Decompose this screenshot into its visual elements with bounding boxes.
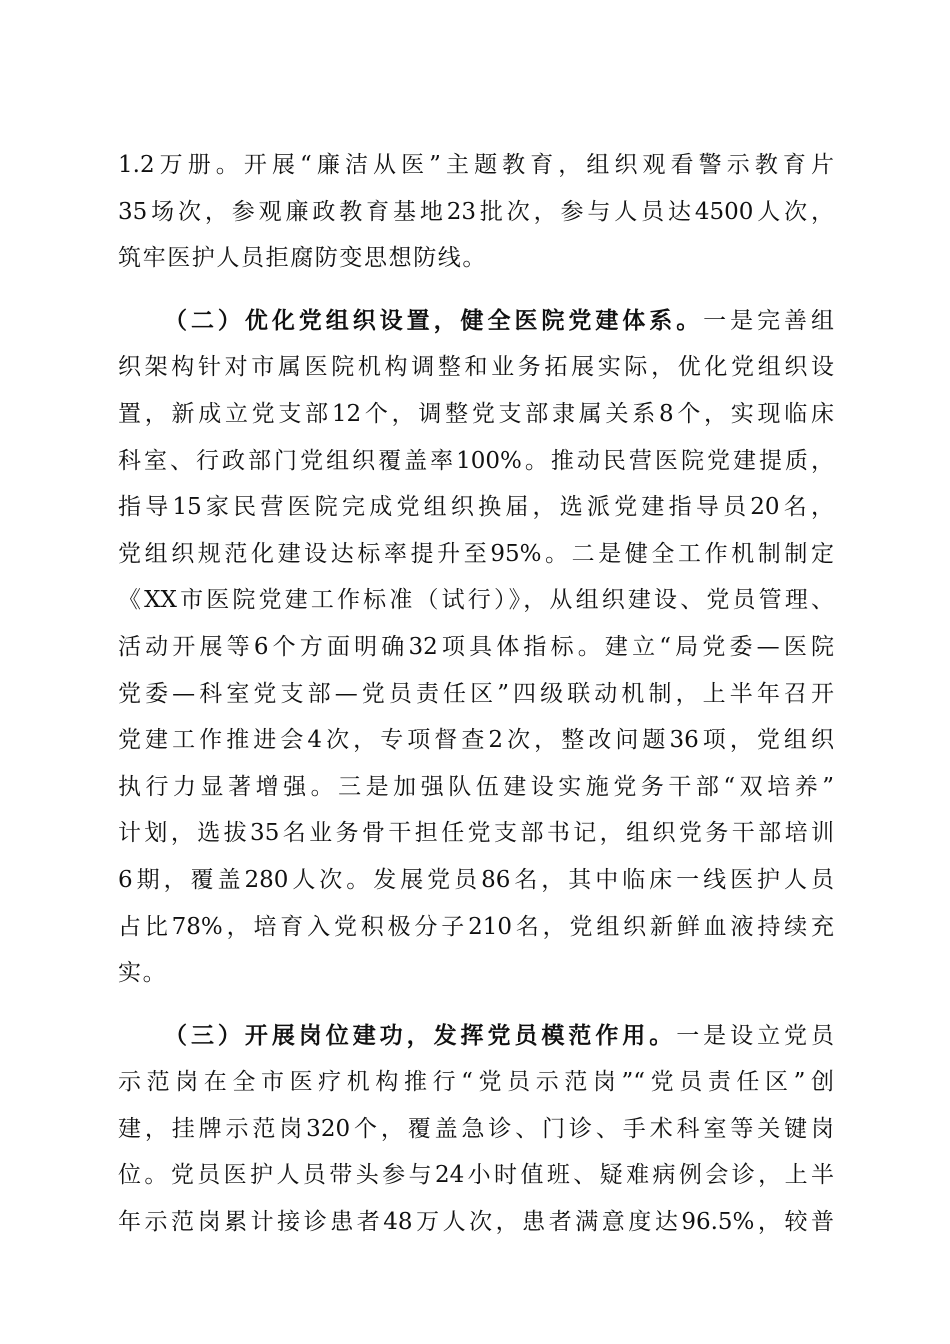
- section-heading: （三）开展岗位建功，发挥党员模范作用。: [164, 1021, 677, 1049]
- text-line: 实。: [118, 960, 168, 987]
- paragraph-1: [118, 142, 834, 282]
- text-line: 党建工作推进会4次，专项督查2次，整改问题36项，党组织: [118, 727, 834, 754]
- text-line: [118, 298, 834, 345]
- text-line: 置，新成立党支部12个，调整党支部隶属关系8个，实现临床: [118, 400, 834, 427]
- text-line: 党组织规范化建设达标率提升至95%。二是健全工作机制制定: [118, 540, 834, 567]
- text-run: 一是完善组: [703, 307, 835, 334]
- text-run: 一是设立党员: [676, 1022, 835, 1049]
- text-line: 位。党员医护人员带头参与24小时值班、疑难病例会诊，上半: [118, 1162, 834, 1189]
- paragraph-3: [118, 1013, 834, 1246]
- text-line: 指导15家民营医院完成党组织换届，选派党建指导员20名，: [118, 494, 834, 521]
- paragraph-gap: [118, 997, 834, 1013]
- text-line: 占比78%，培育入党积极分子210名，党组织新鲜血液持续充: [118, 913, 834, 940]
- text-line: 示范岗在全市医疗机构推行“党员示范岗”“党员责任区”创: [118, 1069, 834, 1096]
- text-line: [118, 1013, 834, 1060]
- text-line: 建，挂牌示范岗320个，覆盖急诊、门诊、手术科室等关键岗: [118, 1115, 834, 1142]
- text-line: 执行力显著增强。三是加强队伍建设实施党务干部“双培养”: [118, 773, 834, 800]
- text-line: 筑牢医护人员拒腐防变思想防线。: [118, 245, 487, 272]
- section-heading: （二）优化党组织设置，健全医院党建体系。: [164, 306, 704, 334]
- text-line: 1.2万册。开展“廉洁从医”主题教育，组织观看警示教育片: [118, 152, 834, 178]
- text-line: 年示范岗累计接诊患者48万人次，患者满意度达96.5%，较普: [118, 1209, 834, 1236]
- body-text: [118, 142, 834, 1246]
- text-line: 织架构针对市属医院机构调整和业务拓展实际，优化党组织设: [118, 354, 834, 381]
- paragraph-2: [118, 298, 834, 997]
- text-line: 《XX市医院党建工作标准（试行）》，从组织建设、党员管理、: [118, 587, 834, 614]
- paragraph-gap: [118, 282, 834, 298]
- text-line: 6期，覆盖280人次。发展党员86名，其中临床一线医护人员: [118, 866, 834, 893]
- text-line: 计划，选拔35名业务骨干担任党支部书记，组织党务干部培训: [118, 820, 834, 847]
- text-line: 科室、行政部门党组织覆盖率100%。推动民营医院党建提质，: [118, 447, 834, 474]
- text-line: 党委—科室党支部—党员责任区”四级联动机制，上半年召开: [118, 680, 834, 707]
- text-line: 35场次，参观廉政教育基地23批次，参与人员达4500人次，: [118, 198, 834, 225]
- text-line: 活动开展等6个方面明确32项具体指标。建立“局党委—医院: [118, 633, 834, 660]
